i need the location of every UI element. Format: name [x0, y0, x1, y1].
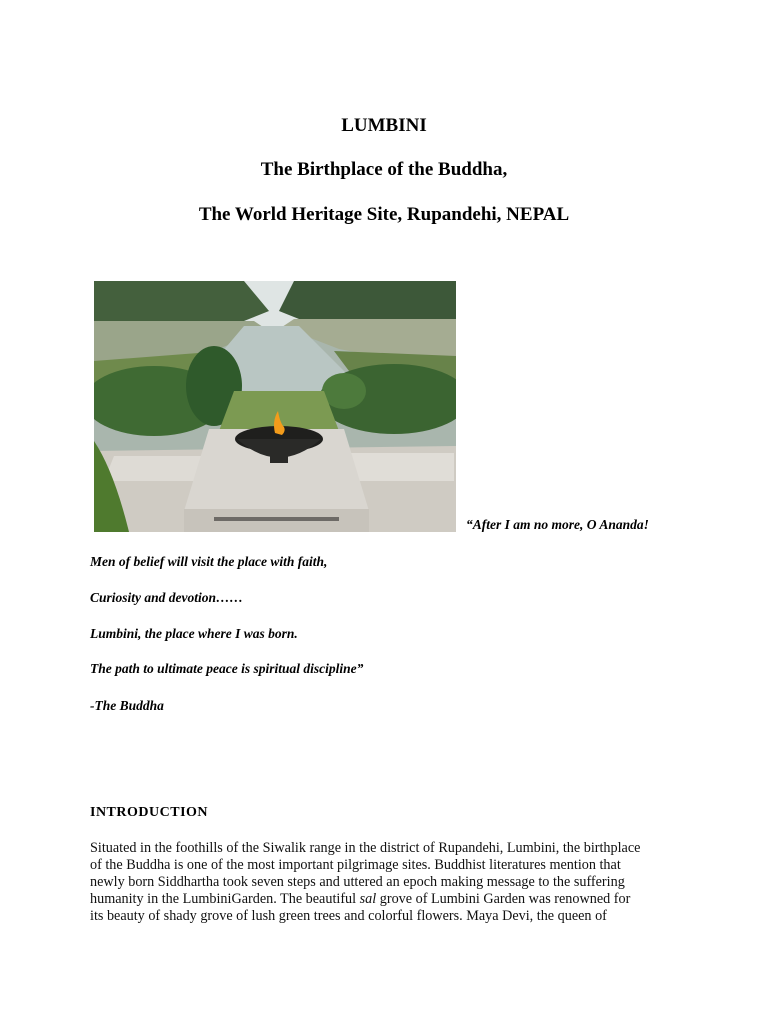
quote-line: Men of belief will visit the place with faith,: [90, 554, 328, 569]
photo-flame-bowl-base: [270, 453, 288, 463]
lumbini-garden-photo: [94, 281, 456, 532]
photo-trees-left: [94, 281, 269, 326]
quote-line: “After I am no more, O Ananda!: [466, 517, 649, 532]
page-title: LUMBINI: [341, 115, 427, 136]
photo-illustration: [94, 281, 456, 532]
paragraph-line: newly born Siddhartha took seven steps and uttered an epoch making message to the suffering: [90, 874, 625, 890]
quote-line: Lumbini, the place where I was born.: [90, 626, 298, 641]
emphasis-sal: sal: [359, 891, 377, 907]
page-subtitle-location: The World Heritage Site, Rupandehi, NEPAL: [198, 204, 570, 225]
paragraph-line: [90, 891, 690, 908]
paragraph-text: grove of Lumbini Garden was renowned for: [376, 891, 631, 907]
paragraph-line: Situated in the foothills of the Siwalik range in the district of Rupandehi, Lumbini, the birthplace: [90, 840, 641, 856]
introduction-paragraph: [90, 840, 690, 925]
photo-step-left: [104, 456, 204, 481]
paragraph-line: its beauty of shady grove of lush green trees and colorful flowers. Maya Devi, the queen of: [90, 908, 607, 924]
photo-trees-right: [279, 281, 456, 323]
quote-line: Curiosity and devotion……: [90, 590, 244, 605]
paragraph-text: humanity in the LumbiniGarden. The beautiful: [90, 891, 360, 907]
quote-attribution: -The Buddha: [90, 698, 164, 713]
photo-plaque-inscription: [214, 517, 339, 521]
introduction-heading: INTRODUCTION: [90, 805, 209, 820]
photo-step-right: [349, 453, 454, 481]
paragraph-line: of the Buddha is one of the most important pilgrimage sites. Buddhist literatures mention that: [90, 857, 621, 873]
quote-line: The path to ultimate peace is spiritual discipline”: [90, 661, 364, 676]
page-subtitle: The Birthplace of the Buddha,: [260, 159, 508, 180]
